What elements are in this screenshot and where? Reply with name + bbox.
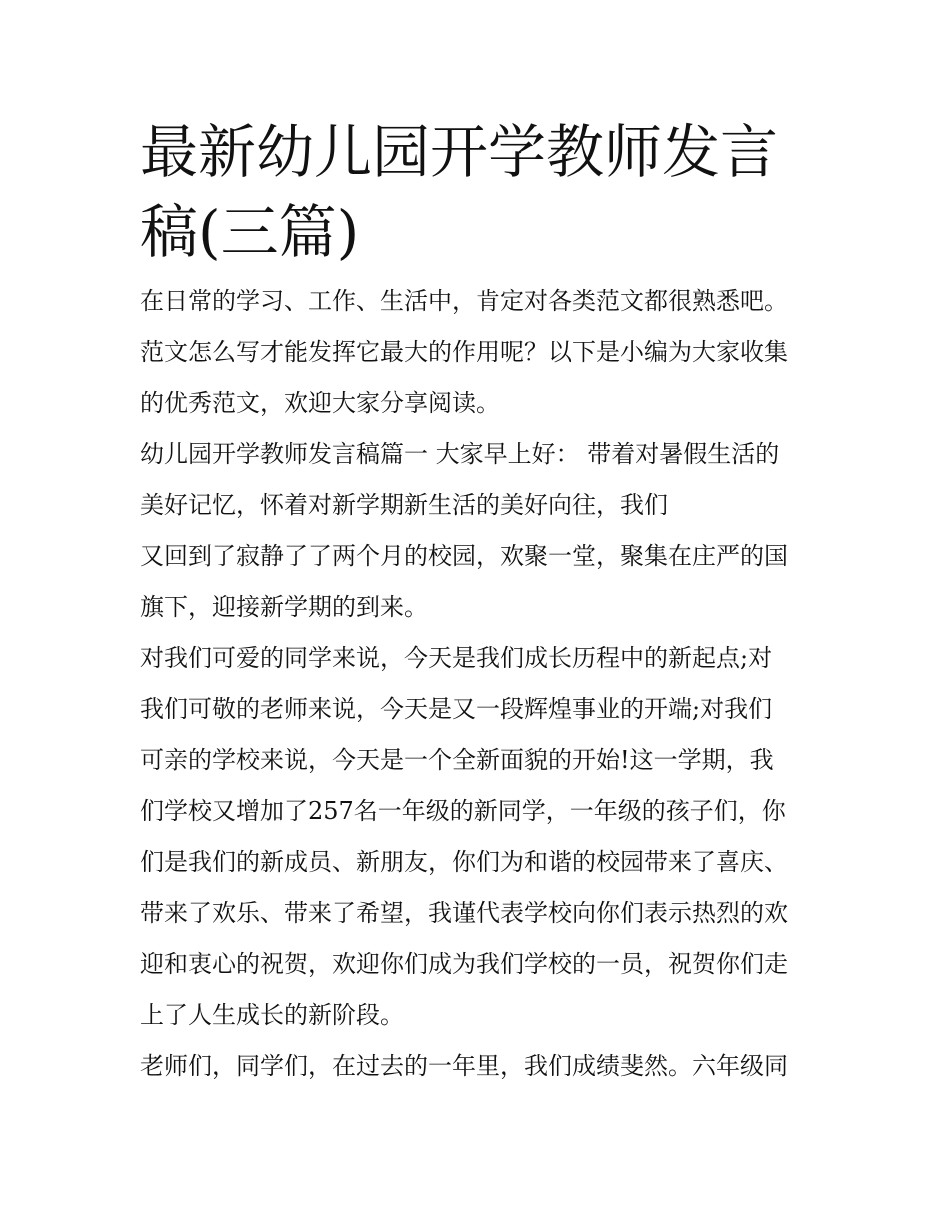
- body-line: 老师们，同学们，在过去的一年里，我们成绩斐然。六年级同: [140, 1052, 788, 1080]
- body-line: 可亲的学校来说，今天是一个全新面貌的开始!这一学期，我: [140, 746, 774, 774]
- body-line: 上了人生成长的新阶段。: [140, 1001, 404, 1029]
- body-line: 又回到了寂静了了两个月的校园，欢聚一堂，聚集在庄严的国: [140, 542, 788, 570]
- body-line: 迎和衷心的祝贺，欢迎你们成为我们学校的一员，祝贺你们走: [140, 950, 788, 978]
- body-line: 的优秀范文，欢迎大家分享阅读。: [140, 389, 500, 417]
- body-line: 们是我们的新成员、新朋友，你们为和谐的校园带来了喜庆、: [140, 848, 788, 876]
- body-line: 旗下，迎接新学期的到来。: [140, 593, 428, 621]
- body-line: 对我们可爱的同学来说，今天是我们成长历程中的新起点;对: [140, 644, 773, 672]
- body-line: 范文怎么写才能发挥它最大的作用呢？以下是小编为大家收集: [140, 338, 788, 366]
- body-line: 带来了欢乐、带来了希望，我谨代表学校向你们表示热烈的欢: [140, 899, 788, 927]
- body-line: 们学校又增加了257名一年级的新同学，一年级的孩子们，你: [140, 797, 786, 825]
- body-line: 在日常的学习、工作、生活中，肯定对各类范文都很熟悉吧。: [140, 287, 788, 315]
- body-line: 我们可敬的老师来说，今天是又一段辉煌事业的开端;对我们: [140, 695, 773, 723]
- body-line: 幼儿园开学教师发言稿篇一 大家早上好： 带着对暑假生活的: [140, 440, 780, 468]
- body-line: 美好记忆，怀着对新学期新生活的美好向往，我们: [140, 491, 668, 519]
- document-title: 最新幼儿园开学教师发言稿(三篇): [140, 118, 779, 266]
